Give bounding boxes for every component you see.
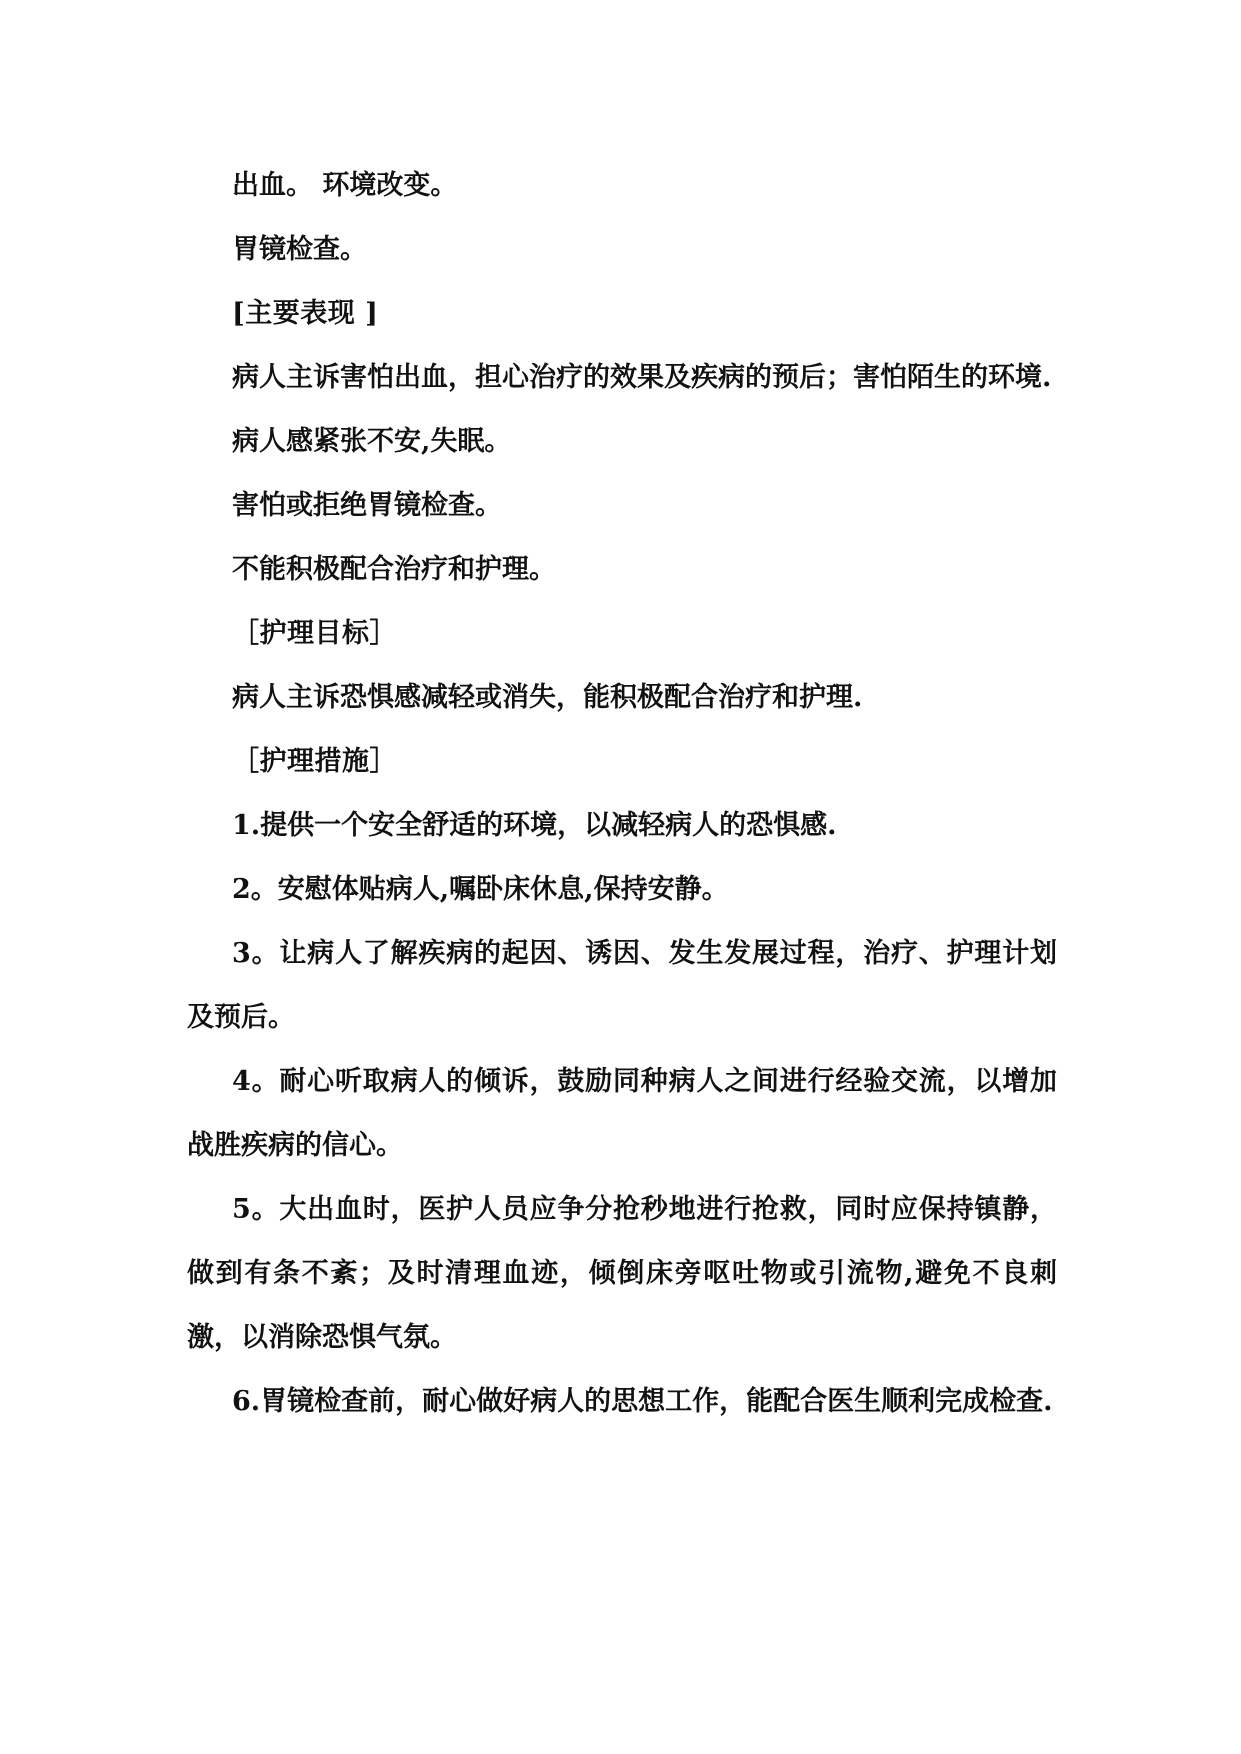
measure-item-5: 5。大出血时，医护人员应争分抢秒地进行抢救，同时应保持镇静，做到有条不紊；及时清理血迹，倾倒床旁呕吐物或引流物,避免不良刺激，以消除恐惧气氛。	[187, 1194, 1057, 1353]
document-body	[187, 154, 1057, 1434]
heading-nursing-measures: ［护理措施］	[232, 746, 397, 777]
heading-nursing-goals: ［护理目标］	[232, 618, 397, 649]
heading-main-manifestations: [主要表现 ]	[232, 298, 379, 329]
paragraph-bleeding-environment: 出血。 环境改变。	[232, 170, 458, 201]
paragraph-patient-complaint: 病人主诉害怕出血，担心治疗的效果及疾病的预后；害怕陌生的环境.	[232, 362, 1052, 393]
paragraph-not-cooperating: 不能积极配合治疗和护理。	[232, 554, 556, 585]
measure-item-1: 1.提供一个安全舒适的环境，以减轻病人的恐惧感.	[232, 810, 837, 841]
measure-item-4: 4。耐心听取病人的倾诉，鼓励同种病人之间进行经验交流，以增加战胜疾病的信心。	[187, 1066, 1057, 1161]
paragraph-refuse-gastroscopy: 害怕或拒绝胃镜检查。	[232, 490, 502, 521]
measure-item-3: 3。让病人了解疾病的起因、诱因、发生发展过程，治疗、护理计划及预后。	[187, 938, 1057, 1033]
paragraph-anxiety-insomnia: 病人感紧张不安,失眠。	[232, 426, 512, 457]
measure-item-2: 2。安慰体贴病人,嘱卧床休息,保持安静。	[232, 874, 729, 905]
paragraph-gastroscopy: 胃镜检查。	[232, 234, 367, 265]
paragraph-goal-statement: 病人主诉恐惧感减轻或消失，能积极配合治疗和护理.	[232, 682, 863, 713]
measure-item-6: 6.胃镜检查前，耐心做好病人的思想工作，能配合医生顺利完成检查.	[232, 1386, 1053, 1417]
